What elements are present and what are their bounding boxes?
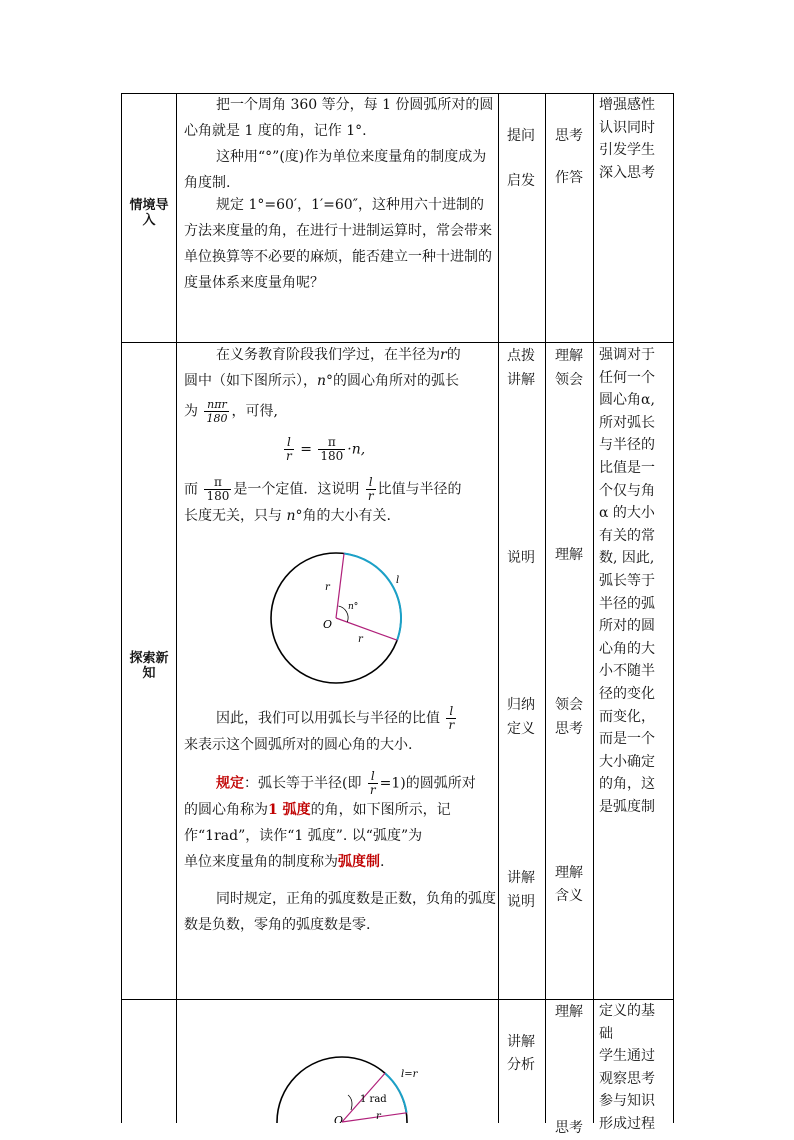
explore-p3a: 因此，我们可以用弧长与半径的比值 [216,710,440,727]
explore-p5-text: 同时规定，正角的弧度数是正数，负角的弧度数是负数，零角的弧度数是零. [184,891,496,933]
intro-p1-text: 把一个周角 360 等分，每 1 份圆弧所对的圆心角就是 1 度的角，记作 1°. [184,97,494,139]
angle2-mark [348,1095,352,1110]
l-over-r-eq1 [368,770,378,797]
table-right-border [673,93,674,1123]
explore-p4f: 单位来度量角的制度称为 [184,854,338,870]
ratio-denominator-180: 180 [320,449,344,463]
pi-denominator: 180 [206,489,230,503]
explore-p2b: 是一个定值．这说明 [233,481,360,498]
explore-intent-line: 与半径的 [599,437,655,454]
arc-formula-denominator: 180 [206,412,228,425]
radius-2 [336,618,397,640]
explore-intent-line: 而是一个 [599,731,655,748]
explore-paragraph-4 [184,770,496,875]
third-intent-line: 定义的基 [599,1003,655,1019]
one-radian-term: 1 弧度 [268,802,311,818]
explore-p1c: 圆中（如下图所示）， [184,373,317,389]
explore-student-4a: 理解 [555,865,583,881]
stage-label-intro: 情境导入 [129,198,169,228]
var-r: r [440,347,447,363]
equals-sign: = [300,441,312,458]
third-intent-line: 础 [599,1025,613,1042]
explore-intent-line: 任何一个 [599,369,655,386]
label-center2: O [334,1114,344,1123]
intro-intent-line: 增强感性 [599,97,655,113]
explore-intent-line: α 的大小 [599,505,655,522]
explore-intent-line: 数, 因此, [599,550,655,567]
intro-teacher-activity-1: 提问 [507,128,535,144]
third-intent-line: 参与知识 [599,1093,655,1110]
explore-teacher-1a: 点拨 [507,348,535,364]
intro-intent-line: 认识同时 [599,119,655,136]
arc-length-formula [204,398,229,425]
col-divider-2 [498,93,499,1123]
col-divider-3 [545,93,546,1123]
var-n-deg-2: n° [286,508,303,524]
explore-p1b: 的 [446,347,461,363]
explore-intent-line: 大小确定 [599,753,655,770]
explore-p1e: 为 [184,403,198,420]
explore-p2d: 长度无关，只与 [184,508,282,524]
explore-student-3b: 思考 [555,721,583,737]
explore-p4g: . [380,854,385,870]
radius2-2 [342,1113,407,1122]
intro-p2-text: 这种用“°”(度)作为单位来度量角的制度成为角度制. [184,149,487,191]
label-angle: n° [348,602,359,612]
intro-student-activity-1: 思考 [555,128,583,144]
intro-design-intent [599,94,671,184]
pi-over-180 [204,476,231,503]
explore-intent-line: 比值是一 [599,459,655,476]
third-design-intent [599,1000,671,1136]
ratio-numerator-l: l [284,436,294,450]
label-one-rad: 1 rad [360,1094,387,1105]
explore-intent-line: 所对的圆 [599,618,655,635]
explore-p1a: 在义务教育阶段我们学过，在半径为 [216,347,440,363]
label-r2: r [358,634,363,645]
label-center-o: O [323,618,333,631]
explore-p4b: =1)的圆弧所对 [379,775,476,792]
arc-l [344,554,401,641]
col-divider-4 [593,93,594,1123]
explore-intent-line: 心角的大 [599,640,655,657]
explore-p2a: 而 [184,481,198,498]
explore-intent-line: 径的变化 [599,685,655,702]
rule-label: 规定 [216,775,244,792]
label-radius2: r [376,1111,381,1122]
times-n: ·n, [347,441,366,458]
explore-intent-line: 是弧度制 [599,798,655,815]
circle-diagram-n-degree [262,545,412,695]
explore-p4d: 的角，如下图所示，记 [310,802,451,818]
explore-design-intent [599,344,671,818]
explore-student-4b: 含义 [555,888,583,904]
radian-system-term: 弧度制 [338,854,380,870]
third-student-2: 思考 [555,1120,583,1136]
explore-paragraph-3 [184,705,496,758]
third-student-1: 理解 [555,1004,583,1020]
third-teacher-2: 分析 [507,1057,535,1073]
explore-paragraph-2 [184,476,496,529]
third-intent-line: 观察思考 [599,1070,655,1087]
l-over-r-inline [366,476,376,503]
explore-paragraph-5 [184,886,496,938]
explore-teacher-4a: 讲解 [507,870,535,886]
explore-intent-line: 个仅与角 [599,482,655,499]
explore-teacher-3a: 归纳 [507,697,535,713]
intro-intent-line: 深入思考 [599,164,655,181]
explore-teacher-1b: 讲解 [507,372,535,388]
intro-student-activity-2: 作答 [555,170,583,186]
ratio2-r: r [448,718,455,732]
circle-diagram-one-radian [270,1040,430,1123]
explore-student-3a: 领会 [555,697,583,713]
eq1-r: r [369,783,376,797]
explore-intent-line: 有关的常 [599,527,655,544]
explore-teacher-2: 说明 [507,550,535,566]
stage-label-explore: 探索新知 [129,651,169,681]
intro-paragraph-3 [184,192,494,296]
label-l-eq-r: l=r [401,1069,418,1080]
explore-teacher-3b: 定义 [507,721,535,737]
eq1-l: l [368,770,378,784]
pi-numerator: π [204,476,231,490]
inline-l: l [366,476,376,490]
ratio-pi-over-180 [318,436,345,463]
ratio-numerator-pi: π [318,436,345,450]
label-r1: r [325,582,330,593]
explore-student-1a: 理解 [555,348,583,364]
explore-p4e: 作“1rad”，读作“1 弧度”. 以“弧度”为 [184,828,423,844]
explore-p4a: ：弧长等于半径(即 [244,775,362,792]
explore-p1f: ，可得, [231,403,278,420]
third-intent-line: 形成过程 [599,1115,655,1132]
intro-p3-text: 规定 1°=60′，1′=60″，这种用六十进制的方法来度量的角，在进行十进制运算时，常会带来单位换算等不必要的麻烦，能否建立一种十进制的度量体系来度量角呢？ [184,197,492,291]
table-left-border [121,93,122,1123]
ratio2-l: l [446,705,456,719]
explore-intent-line: 的角，这 [599,776,655,793]
var-n-deg: n° [317,373,334,389]
explore-paragraph-1 [184,342,496,425]
ratio-equation [282,436,402,463]
explore-intent-line: 弧长等于 [599,572,655,589]
explore-p2c: 比值与半径的 [377,481,462,498]
third-teacher-1: 讲解 [507,1034,535,1050]
ratio-denominator-r: r [286,449,292,463]
explore-p3b: 来表示这个圆弧所对的圆心角的大小. [184,737,413,753]
explore-teacher-4b: 说明 [507,894,535,910]
label-arc-l: l [396,575,400,586]
intro-paragraph-1 [184,92,494,144]
inline-r: r [367,489,374,503]
radius-1 [336,554,344,619]
intro-teacher-activity-2: 启发 [507,173,535,189]
intro-intent-line: 引发学生 [599,142,655,159]
explore-student-2: 理解 [555,547,583,563]
intro-paragraph-2 [184,144,494,196]
l-over-r-ratio [446,705,456,732]
explore-intent-line: 而变化， [599,708,655,725]
row-divider-2 [121,999,674,1000]
explore-p4c: 的圆心角称为 [184,802,268,818]
ratio-l-over-r [284,436,294,463]
explore-p1d: 的圆心角所对的弧长 [333,373,460,389]
explore-p2e: 角的大小有关. [302,508,391,524]
explore-intent-line: 半径的弧 [599,595,655,612]
explore-student-1b: 领会 [555,372,583,388]
explore-intent-line: 小不随半 [599,663,655,680]
third-intent-line: 学生通过 [599,1048,655,1065]
arc-formula-numerator: nπr [204,398,229,412]
explore-intent-line: 圆心角α, [599,392,655,409]
col-divider-1 [176,93,177,1123]
explore-intent-line: 强调对于 [599,347,655,363]
explore-intent-line: 所对弧长 [599,414,655,431]
